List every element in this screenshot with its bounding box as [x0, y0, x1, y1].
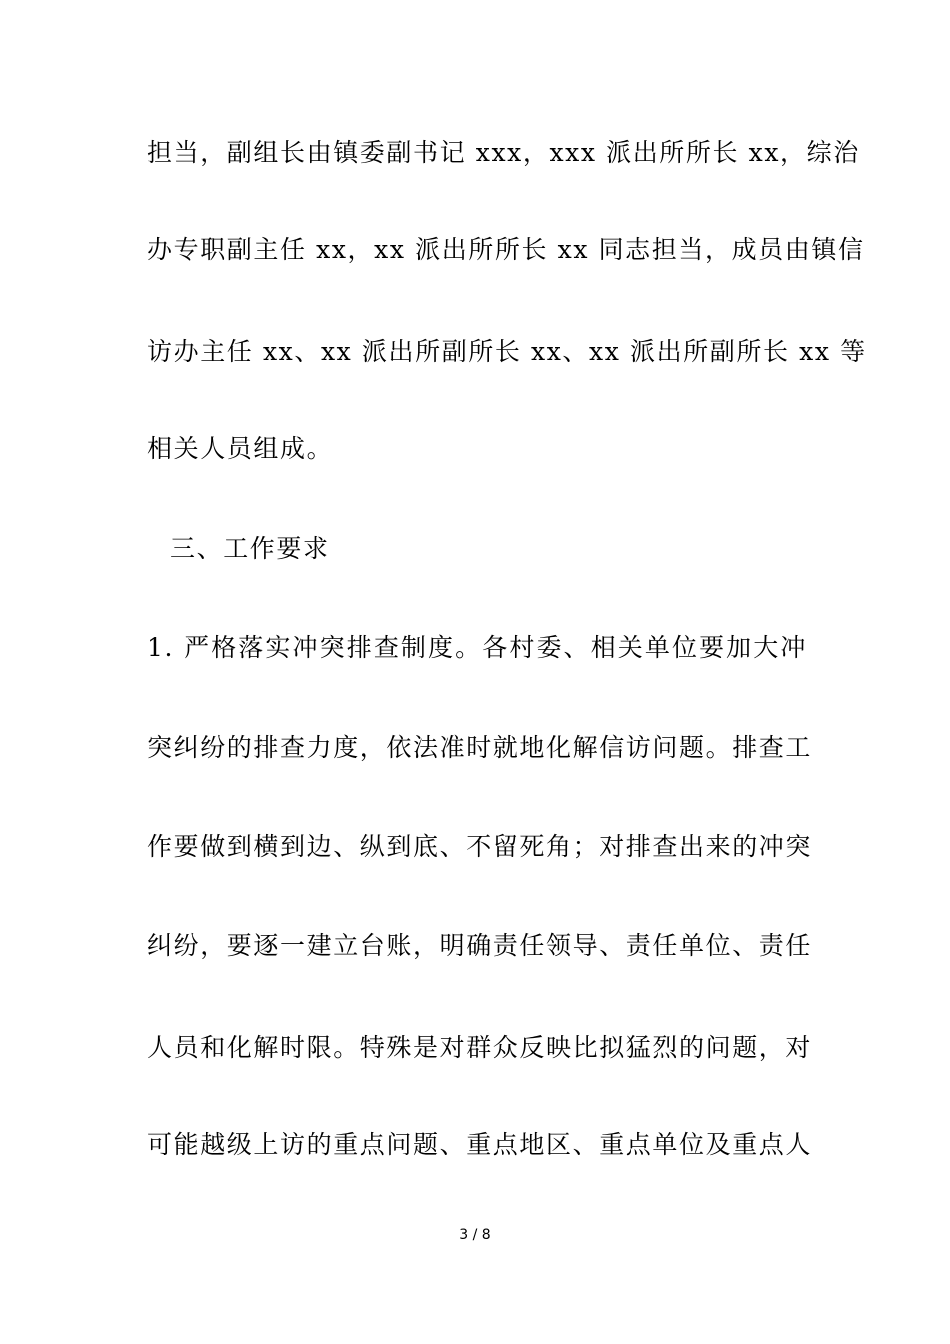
body-line-7: 作要做到横到边、纵到底、不留死角；对排查出来的冲突	[147, 832, 813, 861]
body-line-9: 人员和化解时限。特殊是对群众反映比拟猛烈的问题，对	[147, 1033, 813, 1062]
body-line-1: 担当，副组长由镇委副书记 xxx，xxx 派出所所长 xx，综治	[147, 138, 860, 167]
page-number: 3 / 8	[459, 1227, 491, 1243]
body-line-8: 纠纷，要逐一建立台账，明确责任领导、责任单位、责任	[147, 931, 813, 960]
body-line-5: 1. 严格落实冲突排查制度。各村委、相关单位要加大冲	[147, 633, 807, 662]
body-line-6: 突纠纷的排查力度，依法准时就地化解信访问题。排查工	[147, 733, 813, 762]
body-line-2: 办专职副主任 xx，xx 派出所所长 xx 同志担当，成员由镇信	[147, 235, 865, 264]
section-heading: 三、工作要求	[170, 534, 330, 563]
body-line-10: 可能越级上访的重点问题、重点地区、重点单位及重点人	[147, 1130, 813, 1159]
body-line-4: 相关人员组成。	[147, 434, 334, 463]
body-line-3: 访办主任 xx、xx 派出所副所长 xx、xx 派出所副所长 xx 等	[147, 337, 867, 366]
